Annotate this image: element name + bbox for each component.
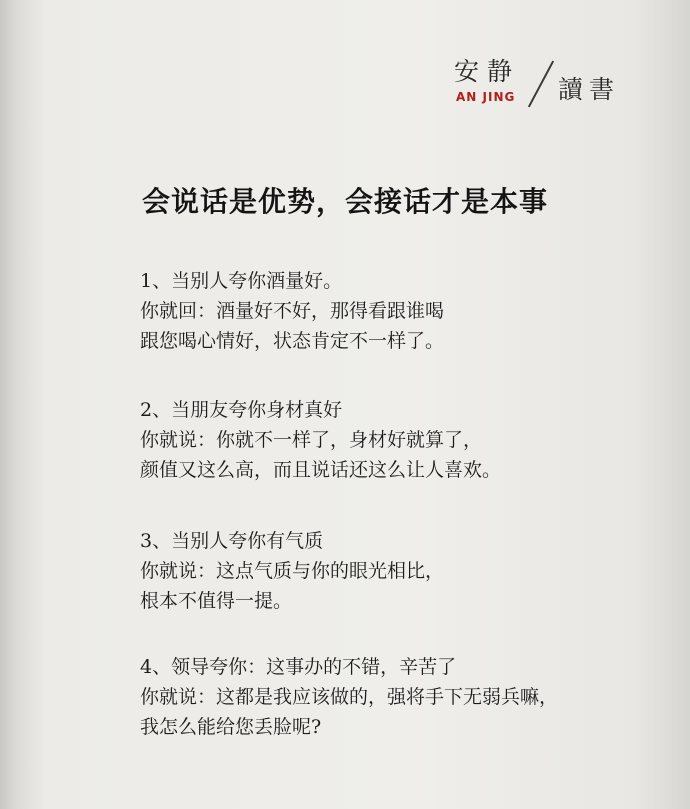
tip-line: 你就说：这点气质与你的眼光相比，: [140, 560, 445, 582]
tip-heading: 2、当朋友夸你身材真好: [140, 399, 343, 421]
tip-line: 你就说：你就不一样了，身材好就算了，: [140, 429, 483, 451]
tip-section-1: [140, 268, 640, 358]
tip-section-2: [140, 397, 640, 487]
tip-line: 你就说：这都是我应该做的，强将手下无弱兵嘛，: [140, 686, 559, 708]
tip-heading: 4、领导夸你：这事办的不错，辛苦了: [140, 656, 457, 678]
tip-heading: 1、当别人夸你酒量好。: [140, 270, 343, 292]
tip-section-3: [140, 528, 640, 618]
brand-header: [448, 52, 628, 112]
tip-heading: 3、当别人夸你有气质: [140, 530, 324, 552]
tip-line: 我怎么能给您丢脸呢?: [140, 716, 322, 738]
tip-line: 你就回：酒量好不好，那得看跟谁喝: [140, 300, 445, 322]
page-title: 会说话是优势，会接话才是本事: [141, 185, 548, 218]
brand-divider-slash: [528, 61, 554, 108]
brand-reading-label: 讀書: [558, 75, 621, 104]
tip-line: 根本不值得一提。: [140, 590, 293, 612]
brand-name-cn: 安静: [454, 57, 521, 86]
brand-name-en: AN JING: [456, 90, 516, 104]
tip-line: 颜值又这么高，而且说话还这么让人喜欢。: [140, 459, 502, 481]
tip-line: 跟您喝心情好，状态肯定不一样了。: [140, 330, 445, 352]
tip-section-4: [140, 654, 640, 744]
